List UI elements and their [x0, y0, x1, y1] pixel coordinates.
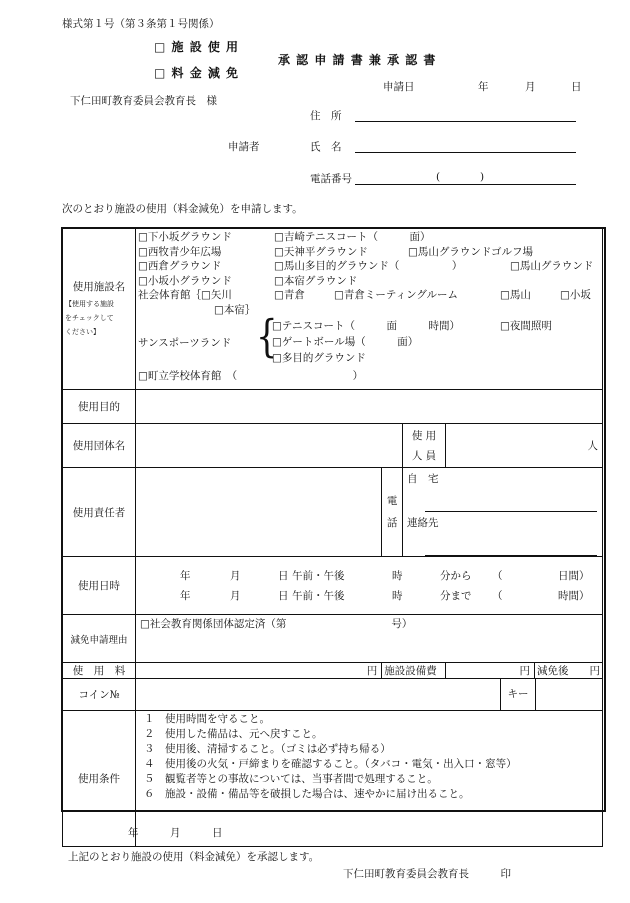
end-year: 年 — [180, 589, 191, 602]
start-year: 年 — [180, 569, 191, 582]
responsible-label: 使用責任者 — [63, 468, 136, 557]
days-label: 日間） — [558, 569, 590, 582]
facilities-list — [138, 230, 600, 383]
equip-field[interactable] — [446, 663, 535, 679]
application-date-year[interactable]: 年 — [478, 81, 489, 93]
end-month: 月 — [230, 589, 241, 602]
facilities-label-cell — [63, 229, 136, 390]
after-reduction-label: 減免後 — [537, 665, 569, 677]
approval-text: 上記のとおり施設の使用（料金減免）を承認します。 — [68, 851, 320, 863]
after-yen: 円 — [589, 665, 600, 677]
coin-label: コイン№ — [63, 679, 136, 711]
group-label: 使用団体名 — [63, 424, 136, 468]
facility-yoshizaki-tennis[interactable]: □吉崎テニスコート（ 面） — [274, 231, 431, 243]
sun-tennis[interactable]: □テニスコート（ 面 時間） — [272, 319, 460, 332]
purpose-field[interactable] — [136, 390, 603, 424]
facility-nishimaki-youth[interactable]: □西牧青少年広場 — [138, 245, 222, 258]
facility-motojuku[interactable]: □本宿グラウンド — [274, 274, 358, 287]
facilities-note-1: 【使用する施設 — [65, 300, 114, 308]
tel-label — [382, 468, 403, 557]
start-month: 月 — [230, 569, 241, 582]
condition-item: ３ 使用後、清掃すること。（ゴミは必ず持ち帰る） — [144, 743, 391, 755]
group-count-field[interactable] — [446, 424, 603, 468]
facility-school-gym[interactable]: □町立学校体育館 （ ） — [138, 369, 364, 382]
sun-sports-label: サンスポーツランド — [138, 336, 232, 349]
conditions-list — [144, 712, 594, 802]
group-count-label-1: 使 用 — [411, 429, 437, 442]
checkbox-fee-reduction[interactable]: □ 料 金 減 免 — [154, 66, 240, 80]
end-minute: 分まで — [440, 589, 472, 602]
datetime-fields[interactable] — [136, 557, 603, 615]
datetime-end — [140, 586, 598, 608]
application-date-label: 申請日 — [383, 81, 415, 93]
group-row — [63, 424, 603, 468]
responsible-name-field[interactable] — [136, 468, 382, 557]
fees-row — [63, 663, 603, 679]
fee-yen: 円 — [366, 665, 378, 677]
start-minute: 分から — [440, 569, 472, 582]
after-reduction-cell[interactable] — [535, 663, 603, 679]
form-id: 様式第１号（第３条第１号関係） — [62, 18, 220, 30]
hours-label: 時間） — [558, 589, 590, 602]
end-day: 日 — [278, 589, 289, 602]
gym-aokura-meeting[interactable]: □青倉ミーティングルーム — [334, 289, 459, 302]
facilities-row — [63, 229, 603, 390]
reduction-label: 減免申請理由 — [63, 615, 136, 663]
facilities-list-cell — [136, 229, 603, 390]
sun-night-lighting[interactable]: □夜間照明 — [500, 319, 552, 332]
tel-label-1: 電 — [386, 495, 398, 507]
days-paren: （ — [492, 569, 503, 582]
start-day: 日 — [278, 569, 289, 582]
application-date-month[interactable]: 月 — [525, 81, 536, 93]
equip-yen: 円 — [519, 665, 531, 677]
name-field[interactable] — [355, 152, 576, 153]
facilities-label: 使用施設名 — [72, 281, 126, 293]
condition-item: ４ 使用後の火気・戸締まりを確認すること。（タバコ・電気・出入口・窓等） — [144, 758, 517, 770]
intro-text: 次のとおり施設の使用（料金減免）を申請します。 — [62, 203, 303, 215]
facility-mayama-groundgolf[interactable]: □馬山グラウンドゴルフ場 — [408, 245, 534, 258]
hours-paren: （ — [492, 589, 503, 602]
responsible-phones — [403, 468, 603, 557]
facility-nishikura[interactable]: □西倉グラウンド — [138, 260, 222, 273]
purpose-label: 使用目的 — [63, 390, 136, 424]
sun-sports-block — [138, 310, 600, 369]
applicant-label: 申請者 — [228, 141, 260, 153]
phone-field[interactable] — [355, 184, 576, 185]
form-title: 承 認 申 請 書 兼 承 認 書 — [278, 53, 437, 67]
home-phone-field[interactable] — [425, 499, 597, 512]
name-label: 氏 名 — [310, 141, 342, 153]
sun-gateball[interactable]: □ゲートボール場（ 面） — [272, 335, 419, 348]
gym-kosaka[interactable]: □小坂 — [560, 289, 591, 302]
gym-yagawa[interactable]: 社会体育館｛□矢川 — [138, 289, 232, 302]
phone-paren-open: ( — [436, 171, 441, 183]
coin-row — [63, 679, 603, 711]
datetime-label: 使用日時 — [63, 557, 136, 615]
application-date-day[interactable]: 日 — [571, 81, 582, 93]
address-field[interactable] — [355, 121, 576, 122]
datetime-row — [63, 557, 603, 615]
approval-signer: 下仁田町教育委員会教育長 印 — [343, 868, 511, 880]
facility-kosaka-elementary[interactable]: □小坂小グラウンド — [138, 274, 232, 287]
key-field[interactable] — [536, 679, 602, 710]
reduction-checkbox[interactable]: □社会教育関係団体認定済（第 号） — [140, 618, 413, 630]
datetime-start — [140, 564, 598, 586]
gym-mayama[interactable]: □馬山 — [500, 289, 531, 302]
end-hour: 時 — [392, 589, 403, 602]
start-hour: 時 — [392, 569, 403, 582]
condition-item: ６ 施設・設備・備品等を破損した場合は、速やかに届け出ること。 — [144, 788, 470, 800]
reduction-field[interactable] — [136, 615, 603, 663]
conditions-label: 使用条件 — [63, 711, 136, 847]
application-table — [62, 228, 603, 847]
facility-mayama-multipurpose[interactable]: □馬山多目的グラウンド（ ） — [274, 260, 463, 273]
gym-aokura[interactable]: □青倉 — [274, 289, 305, 302]
purpose-row — [63, 390, 603, 424]
fee-label: 使 用 料 — [63, 663, 136, 679]
condition-item: ５ 観覧者等との事故については、当事者間で処理すること。 — [144, 773, 438, 785]
addressee: 下仁田町教育委員会教育長 様 — [70, 95, 217, 107]
gym-motojuku[interactable]: □本宿｝ — [214, 303, 256, 316]
sun-multipurpose[interactable]: □多目的グラウンド — [272, 351, 366, 364]
phone-label: 電話番号 — [310, 173, 352, 185]
contact-phone-field[interactable] — [425, 543, 597, 556]
group-count-label-2: 人 員 — [411, 449, 437, 462]
group-count-unit: 人 — [587, 440, 598, 452]
facility-shimokosaka[interactable]: □下小坂グラウンド — [138, 231, 232, 243]
group-name-field[interactable] — [136, 424, 403, 468]
key-label: キー — [500, 679, 536, 710]
coin-fields — [136, 679, 603, 711]
contact-phone-label: 連絡先 — [407, 517, 439, 529]
group-count-label — [403, 424, 446, 468]
condition-item: １ 使用時間を守ること。 — [144, 713, 270, 725]
approval-date[interactable]: 年 月 日 — [128, 827, 223, 839]
reduction-row — [63, 615, 603, 663]
condition-item: ２ 使用した備品は、元へ戻すこと。 — [144, 728, 323, 740]
address-label: 住 所 — [310, 110, 342, 122]
tel-label-2: 話 — [386, 517, 398, 529]
brace-icon: { — [256, 310, 278, 363]
coin-number-field[interactable] — [136, 679, 500, 710]
responsible-row — [63, 468, 603, 557]
facilities-note-3: ください】 — [65, 328, 100, 336]
end-ampm: 午前・午後 — [292, 589, 345, 602]
start-ampm: 午前・午後 — [292, 569, 345, 582]
facility-mayama-ground[interactable]: □馬山グラウンド — [510, 260, 594, 273]
equip-label: 施設設備費 — [382, 663, 446, 679]
checkbox-facility-use[interactable]: □ 施 設 使 用 — [154, 40, 240, 54]
facilities-note-2: をチェックして — [65, 314, 114, 322]
fee-field[interactable] — [136, 663, 382, 679]
home-phone-label: 自 宅 — [407, 473, 439, 485]
phone-paren-close: ) — [480, 171, 485, 183]
facility-tenjindaira[interactable]: □天神平グラウンド — [274, 245, 368, 258]
